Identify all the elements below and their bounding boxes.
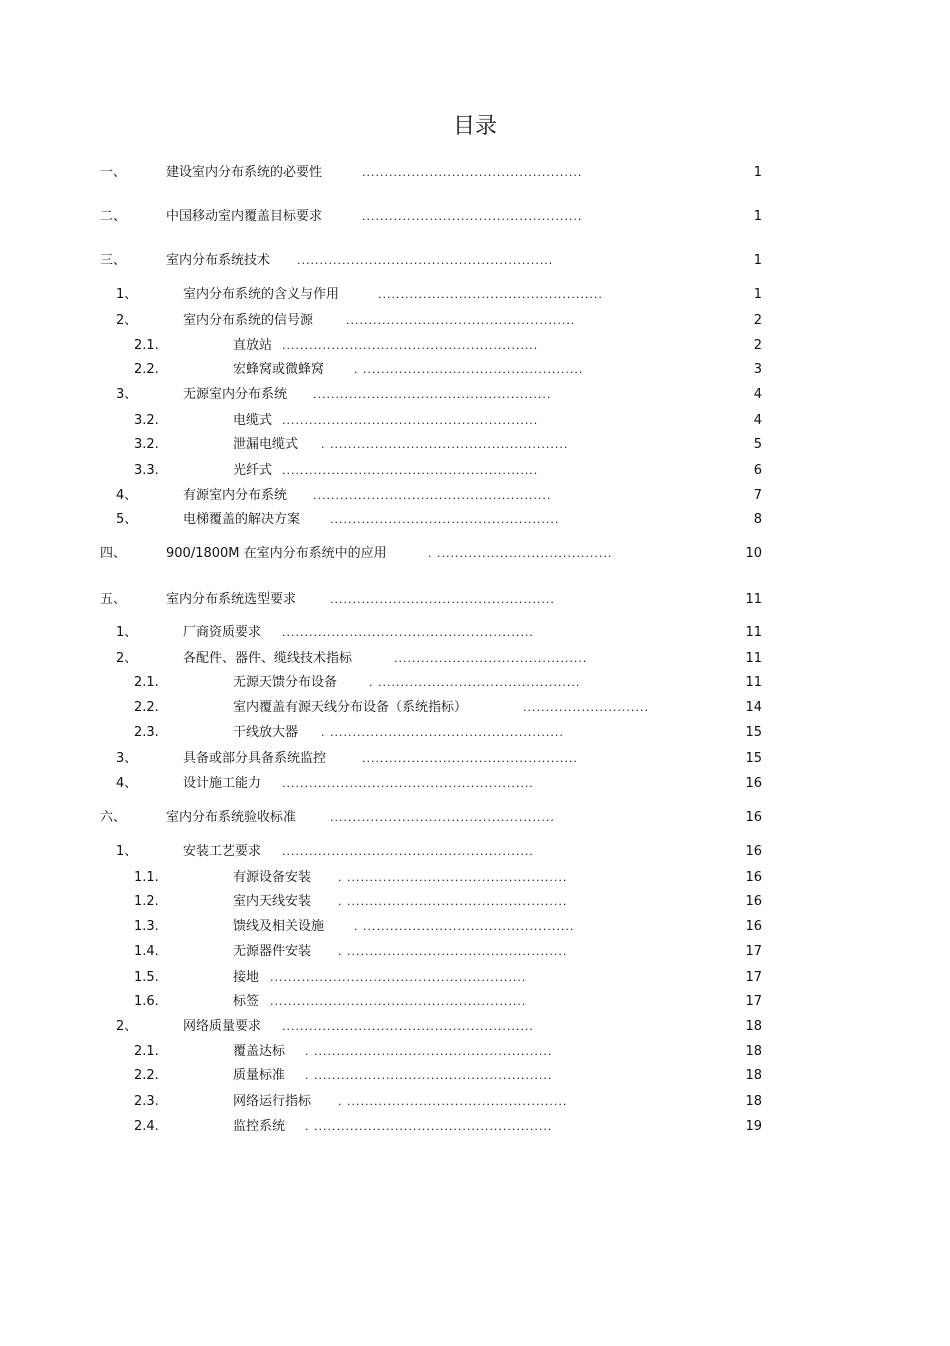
toc-entry-number: 1、 [116,844,138,859]
toc-entry-number: 1.2. [134,894,159,909]
toc-entry-page: 15 [745,725,762,740]
toc-entry-page: 2 [753,338,762,353]
toc-leader-dots: ........................................................ [282,777,534,790]
toc-leader-dots: .................................................. [330,593,555,606]
toc-leader-dots: ................................................... [330,513,560,526]
toc-entry[interactable] [0,206,950,228]
toc-entry-title: 无源器件安装 [233,944,312,959]
toc-entry-title: 有源室内分布系统 [183,488,288,503]
toc-entry-page: 11 [745,625,762,640]
toc-entry-page: 17 [745,994,762,1009]
toc-entry-page: 11 [745,651,762,666]
toc-entry-page: 5 [753,437,762,452]
toc-entry-title: 有源设备安装 [233,870,312,885]
toc-entry-page: 10 [745,546,762,561]
toc-entry[interactable] [0,1065,950,1087]
toc-entry-title: 电缆式 [233,413,273,428]
toc-entry-number: 1、 [116,625,138,640]
toc-leader-dots: ............................ [523,701,649,714]
toc-entry-number: 3.2. [134,413,159,428]
toc-leader-dots: . ................................................. [338,945,568,958]
toc-entry[interactable] [0,1041,950,1063]
toc-entry-title: 监控系统 [233,1119,286,1134]
toc-entry[interactable] [0,310,950,332]
toc-entry-title: 网络质量要求 [183,1019,262,1034]
toc-entry-page: 11 [745,592,762,607]
toc-entry-number: 3.2. [134,437,159,452]
toc-leader-dots: . ................................................. [338,871,568,884]
toc-entry-title: 室内分布系统的含义与作用 [183,287,340,302]
toc-entry[interactable] [0,991,950,1013]
toc-leader-dots: . ..................................................... [321,438,569,451]
toc-entry[interactable] [0,672,950,694]
toc-leader-dots: ......................................................... [270,995,527,1008]
toc-entry-title: 无源室内分布系统 [183,387,288,402]
toc-entry-page: 14 [745,700,762,715]
toc-leader-dots: ......................................................... [270,971,527,984]
toc-leader-dots: ......................................................... [282,464,539,477]
toc-entry-page: 1 [753,253,762,268]
toc-entry-page: 16 [745,919,762,934]
toc-leader-dots: . ............................................. [369,676,581,689]
toc-entry-number: 2.2. [134,1068,159,1083]
toc-entry-title: 无源天馈分布设备 [233,675,338,690]
toc-entry-number: 4、 [116,776,138,791]
toc-leader-dots: ........................................................ [282,626,534,639]
toc-entry[interactable] [0,359,950,381]
toc-entry-title: 各配件、器件、缆线技术指标 [183,651,353,666]
toc-entry-number: 3、 [116,387,138,402]
toc-entry-title: 室内分布系统验收标准 [166,810,297,825]
toc-entry-number: 2.2. [134,700,159,715]
toc-leader-dots: . ............................................... [354,920,575,933]
toc-entry-title: 接地 [233,970,260,985]
toc-leader-dots: ................................................. [362,210,583,223]
toc-entry-title: 900/1800M 在室内分布系统中的应用 [166,546,387,561]
toc-entry[interactable] [0,773,950,795]
toc-entry-number: 二、 [100,209,127,224]
toc-entry-number: 3.3. [134,463,159,478]
toc-leader-dots: ......................................................... [282,339,539,352]
toc-entry-title: 馈线及相关设施 [233,919,325,934]
toc-entry-page: 16 [745,870,762,885]
toc-entry[interactable] [0,434,950,456]
toc-entry-number: 2、 [116,313,138,328]
toc-entry-page: 16 [745,776,762,791]
toc-entry-page: 18 [745,1068,762,1083]
toc-entry[interactable] [0,509,950,531]
toc-entry[interactable] [0,1016,950,1038]
toc-entry-page: 1 [753,209,762,224]
toc-leader-dots: . ................................................. [338,1095,568,1108]
toc-leader-dots: .................................................. [378,288,603,301]
toc-entry[interactable] [0,589,950,611]
toc-leader-dots: . ................................................. [354,363,584,376]
toc-entry-title: 网络运行指标 [233,1094,312,1109]
toc-leader-dots: ..................................................... [313,489,552,502]
toc-leader-dots: . ..................................................... [305,1120,553,1133]
toc-entry-page: 15 [745,751,762,766]
toc-entry-title: 直放站 [233,338,273,353]
toc-entry-title: 安装工艺要求 [183,844,262,859]
toc-entry-page: 18 [745,1094,762,1109]
toc-entry-title: 电梯覆盖的解决方案 [183,512,301,527]
toc-entry-page: 3 [753,362,762,377]
toc-entry-page: 7 [753,488,762,503]
toc-entry[interactable] [0,485,950,507]
toc-leader-dots: .................................................. [330,811,555,824]
toc-leader-dots: . ..................................................... [305,1069,553,1082]
toc-leader-dots: . ................................................. [338,895,568,908]
toc-entry[interactable] [0,807,950,829]
toc-entry[interactable] [0,697,950,719]
toc-entry[interactable] [0,1116,950,1138]
toc-entry-number: 1.3. [134,919,159,934]
toc-entry[interactable] [0,722,950,744]
toc-entry-title: 室内覆盖有源天线分布设备（系统指标） [233,700,468,715]
toc-entry-page: 11 [745,675,762,690]
toc-leader-dots: ................................................ [362,752,578,765]
toc-entry[interactable] [0,648,950,670]
toc-entry[interactable] [0,622,950,644]
toc-entry-page: 17 [745,944,762,959]
toc-entry-page: 18 [745,1019,762,1034]
toc-entry-number: 2.2. [134,362,159,377]
toc-entry-page: 16 [745,894,762,909]
toc-entry[interactable] [0,841,950,863]
toc-entry-page: 2 [753,313,762,328]
toc-entry-number: 2.3. [134,1094,159,1109]
toc-entry-number: 1.6. [134,994,159,1009]
toc-entry-number: 1.4. [134,944,159,959]
toc-entry-number: 2.3. [134,725,159,740]
toc-entry-title: 泄漏电缆式 [233,437,299,452]
toc-entry-number: 2、 [116,651,138,666]
toc-entry-title: 光纤式 [233,463,273,478]
toc-entry[interactable] [0,335,950,357]
toc-entry-page: 16 [745,844,762,859]
toc-entry-number: 3、 [116,751,138,766]
toc-entry[interactable] [0,967,950,989]
toc-leader-dots: ........................................................ [282,845,534,858]
toc-entry[interactable] [0,543,950,565]
toc-entry-number: 2.1. [134,338,159,353]
toc-leader-dots: ..................................................... [313,388,552,401]
toc-entry[interactable] [0,250,950,272]
toc-entry-title: 宏蜂窝或微蜂窝 [233,362,325,377]
toc-entry[interactable] [0,1091,950,1113]
toc-leader-dots: ........................................... [394,652,588,665]
toc-entry-title: 标签 [233,994,260,1009]
toc-entry[interactable] [0,162,950,184]
toc-entry-title: 中国移动室内覆盖目标要求 [166,209,323,224]
toc-entry-number: 2.1. [134,675,159,690]
toc-entry-title: 室内分布系统选型要求 [166,592,297,607]
toc-entry-number: 六、 [100,810,127,825]
toc-entry-page: 4 [753,387,762,402]
toc-entry[interactable] [0,460,950,482]
toc-leader-dots: . .................................................... [321,726,564,739]
toc-entry-page: 1 [753,165,762,180]
toc-entry-title: 干线放大器 [233,725,299,740]
toc-entry[interactable] [0,867,950,889]
toc-entry-number: 1、 [116,287,138,302]
toc-entry-page: 19 [745,1119,762,1134]
toc-leader-dots: ................................................... [346,314,576,327]
toc-entry[interactable] [0,941,950,963]
toc-entry-title: 建设室内分布系统的必要性 [166,165,323,180]
toc-entry[interactable] [0,916,950,938]
toc-entry[interactable] [0,284,950,306]
toc-entry-page: 18 [745,1044,762,1059]
toc-entry-page: 16 [745,810,762,825]
toc-leader-dots: ................................................. [362,166,583,179]
toc-entry-number: 五、 [100,592,127,607]
toc-leader-dots: ......................................................... [282,414,539,427]
toc-entry[interactable] [0,410,950,432]
toc-entry-number: 5、 [116,512,138,527]
toc-entry[interactable] [0,748,950,770]
toc-leader-dots: . ..................................................... [305,1045,553,1058]
toc-entry-title: 设计施工能力 [183,776,262,791]
toc-entry-title: 具备或部分具备系统监控 [183,751,327,766]
toc-entry-page: 17 [745,970,762,985]
toc-leader-dots: ......................................................... [297,254,554,267]
toc-entry[interactable] [0,384,950,406]
toc-entry-title: 覆盖达标 [233,1044,286,1059]
toc-entry-number: 1.1. [134,870,159,885]
toc-entry-number: 一、 [100,165,127,180]
toc-entry-title: 质量标准 [233,1068,286,1083]
toc-entry-number: 4、 [116,488,138,503]
toc-entry-number: 三、 [100,253,127,268]
toc-entry-number: 1.5. [134,970,159,985]
toc-entry-title: 厂商资质要求 [183,625,262,640]
toc-entry-page: 1 [753,287,762,302]
toc-entry-page: 6 [753,463,762,478]
toc-entry-page: 8 [753,512,762,527]
toc-leader-dots: ........................................................ [282,1020,534,1033]
toc-entry-number: 2、 [116,1019,138,1034]
toc-entry[interactable] [0,891,950,913]
toc-entry-title: 室内天线安装 [233,894,312,909]
toc-entry-number: 2.4. [134,1119,159,1134]
toc-entry-page: 4 [753,413,762,428]
toc-entry-title: 室内分布系统技术 [166,253,271,268]
toc-entry-title: 室内分布系统的信号源 [183,313,314,328]
toc-entry-number: 2.1. [134,1044,159,1059]
toc-title: 目录 [452,114,497,139]
toc-entry-number: 四、 [100,546,127,561]
toc-leader-dots: . ....................................... [428,547,613,560]
